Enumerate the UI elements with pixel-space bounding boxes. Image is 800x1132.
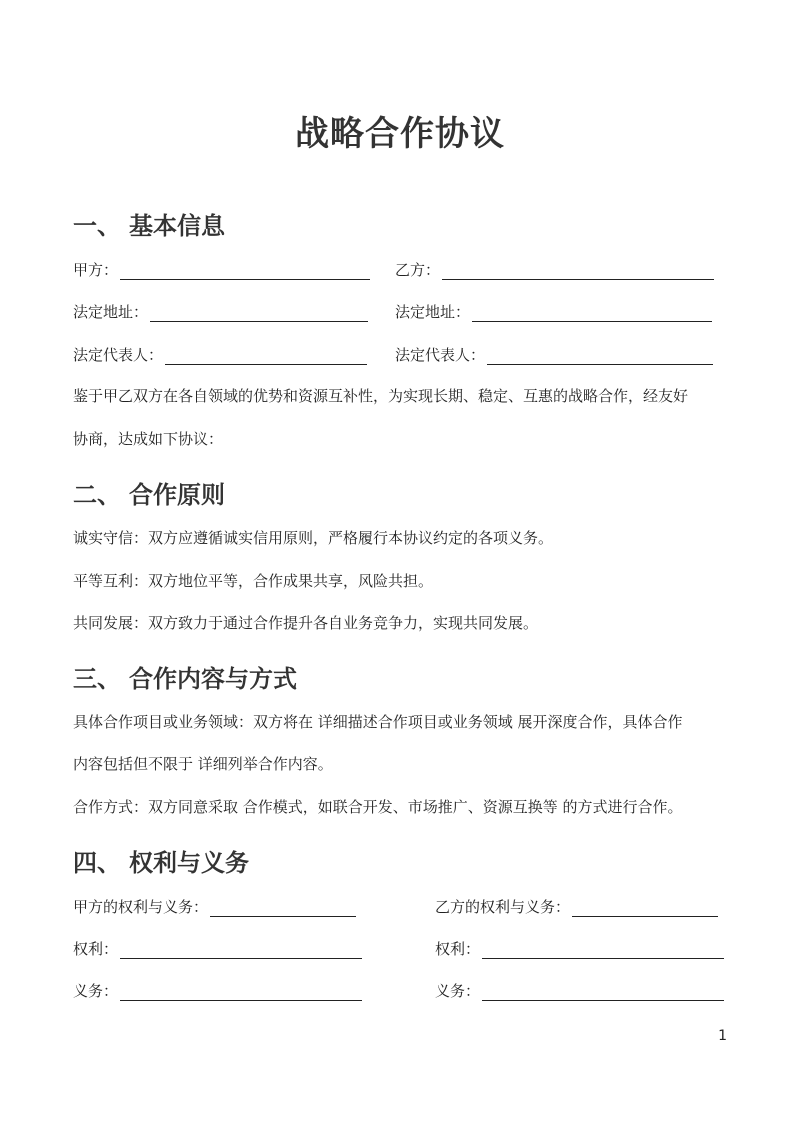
- preamble-line: 协商，达成如下协议：: [73, 430, 224, 448]
- party-b-label: 乙方：: [395, 261, 441, 279]
- rights-a-header-field: [73, 896, 356, 917]
- section-heading-rights: [73, 843, 249, 878]
- rights-a-label: 权利：: [73, 940, 119, 958]
- duties-b-field: [435, 980, 724, 1001]
- section-number: 四、: [73, 849, 121, 877]
- party-a-blank[interactable]: [120, 264, 370, 280]
- rights-b-header-label: 乙方的权利与义务：: [435, 898, 571, 916]
- section-number: 三、: [73, 665, 121, 693]
- preamble-line: 鉴于甲乙双方在各自领域的优势和资源互补性，为实现长期、稳定、互惠的战略合作，经友好: [73, 387, 689, 405]
- content-line: 合作方式：双方同意采取 合作模式，如联合开发、市场推广、资源互换等 的方式进行合作。: [73, 798, 683, 816]
- content-line: 内容包括但不限于 详细列举合作内容。: [73, 755, 333, 773]
- page-number: 1: [718, 1028, 727, 1044]
- rep-a-label: 法定代表人：: [73, 346, 164, 364]
- section-title: 基本信息: [129, 212, 225, 240]
- principle-item: 诚实守信：双方应遵循诚实信用原则，严格履行本协议约定的各项义务。: [73, 529, 554, 547]
- rights-a-blank[interactable]: [120, 943, 362, 959]
- rights-b-blank[interactable]: [482, 943, 724, 959]
- section-heading-principles: [73, 475, 225, 510]
- duties-b-blank[interactable]: [482, 985, 724, 1001]
- principle-item: 共同发展：双方致力于通过合作提升各自业务竞争力，实现共同发展。: [73, 614, 539, 632]
- content-line: 具体合作项目或业务领域：双方将在 详细描述合作项目或业务领域 展开深度合作，具体合作: [73, 713, 683, 731]
- principle-item: 平等互利：双方地位平等，合作成果共享，风险共担。: [73, 572, 434, 590]
- duties-a-label: 义务：: [73, 982, 119, 1000]
- section-heading-content: [73, 659, 297, 694]
- section-title: 合作内容与方式: [129, 665, 297, 693]
- rep-b-blank[interactable]: [487, 349, 713, 365]
- section-title: 权利与义务: [129, 849, 249, 877]
- section-heading-basic-info: [73, 206, 225, 241]
- document-title: 战略合作协议: [295, 114, 505, 154]
- rights-a-header-label: 甲方的权利与义务：: [73, 898, 209, 916]
- section-number: 二、: [73, 481, 121, 509]
- party-a-label: 甲方：: [73, 261, 119, 279]
- address-a-blank[interactable]: [150, 306, 368, 322]
- address-a-field: [73, 301, 368, 322]
- rights-b-header-field: [435, 896, 718, 917]
- duties-b-label: 义务：: [435, 982, 481, 1000]
- address-a-label: 法定地址：: [73, 303, 149, 321]
- duties-a-field: [73, 980, 362, 1001]
- party-b-blank[interactable]: [442, 264, 714, 280]
- party-b-field: [395, 259, 714, 280]
- rep-b-field: [395, 344, 713, 365]
- section-title: 合作原则: [129, 481, 225, 509]
- address-b-field: [395, 301, 712, 322]
- rights-b-field: [435, 938, 724, 959]
- rep-a-field: [73, 344, 367, 365]
- party-a-field: [73, 259, 370, 280]
- rights-b-header-blank[interactable]: [572, 901, 718, 917]
- duties-a-blank[interactable]: [120, 985, 362, 1001]
- rights-a-field: [73, 938, 362, 959]
- address-b-blank[interactable]: [472, 306, 712, 322]
- rights-a-header-blank[interactable]: [210, 901, 356, 917]
- rights-b-label: 权利：: [435, 940, 481, 958]
- address-b-label: 法定地址：: [395, 303, 471, 321]
- section-number: 一、: [73, 212, 121, 240]
- rep-a-blank[interactable]: [165, 349, 367, 365]
- rep-b-label: 法定代表人：: [395, 346, 486, 364]
